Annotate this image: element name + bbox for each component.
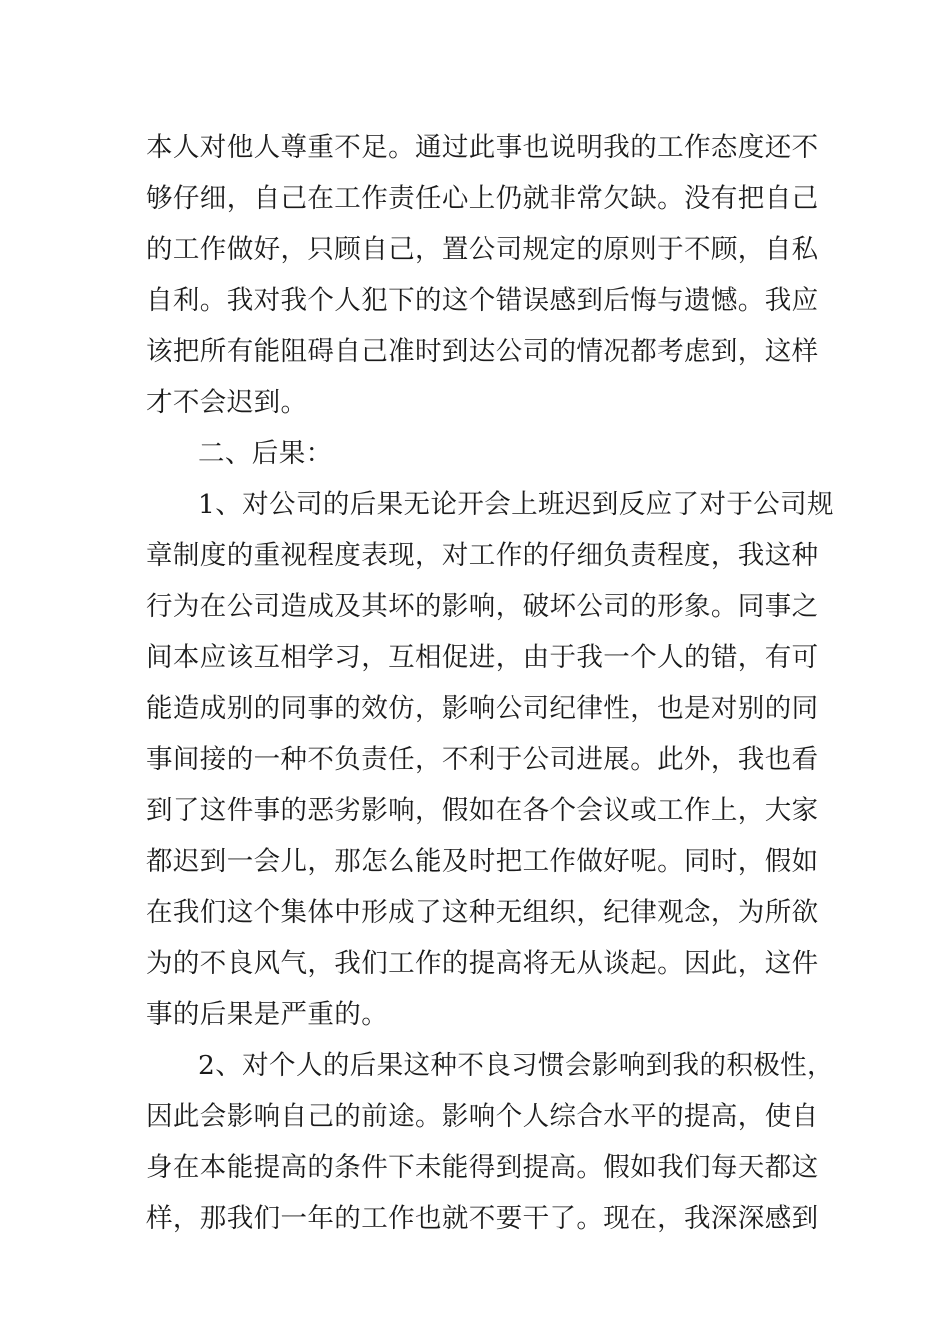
text-line: 1、对公司的后果无论开会上班迟到反应了对于公司规: [198, 489, 834, 520]
text-line: 自利。我对我个人犯下的这个错误感到后悔与遗憾。我应: [146, 285, 819, 316]
text-line: 该把所有能阻碍自己准时到达公司的情况都考虑到，这样: [146, 336, 819, 367]
text-line: 章制度的重视程度表现，对工作的仔细负责程度，我这种: [146, 540, 819, 571]
text-line: 才不会迟到。: [146, 387, 308, 418]
text-line: 能造成别的同事的效仿，影响公司纪律性，也是对别的同: [146, 693, 819, 724]
text-line: 事的后果是严重的。: [146, 999, 389, 1030]
text-line: 2、对个人的后果这种不良习惯会影响到我的积极性，: [198, 1050, 834, 1081]
text-line: 的工作做好，只顾自己，置公司规定的原则于不顾，自私: [146, 234, 819, 265]
text-line: 因此会影响自己的前途。影响个人综合水平的提高，使自: [146, 1101, 819, 1132]
text-line: 到了这件事的恶劣影响，假如在各个会议或工作上，大家: [146, 795, 819, 826]
text-line: 为的不良风气，我们工作的提高将无从谈起。因此，这件: [146, 948, 819, 979]
text-line: 行为在公司造成及其坏的影响，破坏公司的形象。同事之: [146, 591, 819, 622]
text-line: 事间接的一种不负责任，不利于公司进展。此外，我也看: [146, 744, 819, 775]
text-line: 够仔细，自己在工作责任心上仍就非常欠缺。没有把自己: [146, 183, 819, 214]
section-heading: 二、后果：: [198, 438, 333, 469]
text-line: 本人对他人尊重不足。通过此事也说明我的工作态度还不: [146, 132, 819, 163]
text-line: 身在本能提高的条件下未能得到提高。假如我们每天都这: [146, 1152, 819, 1183]
text-line: 在我们这个集体中形成了这种无组织，纪律观念，为所欲: [146, 897, 819, 928]
text-line: 样，那我们一年的工作也就不要干了。现在，我深深感到: [146, 1203, 819, 1234]
text-line: 间本应该互相学习，互相促进，由于我一个人的错，有可: [146, 642, 819, 673]
document-body: [146, 122, 834, 1244]
text-line: 都迟到一会儿，那怎么能及时把工作做好呢。同时，假如: [146, 846, 819, 877]
